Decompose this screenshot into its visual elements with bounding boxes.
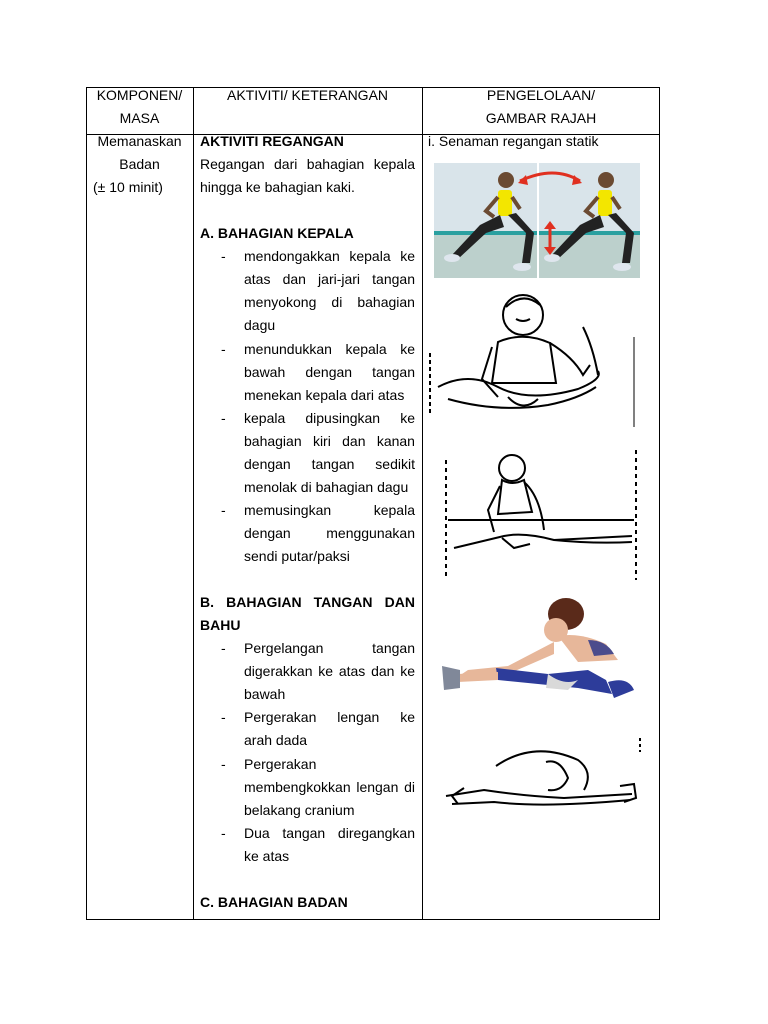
header-aktiviti: AKTIVITI/ KETERANGAN — [226, 87, 389, 103]
bullet-dash: - — [221, 825, 226, 841]
section-a-heading: A. BAHAGIAN KEPALA — [200, 225, 354, 241]
bullet-dash: - — [221, 502, 226, 518]
section-b-item-3: Pergerakan membengkokkan lengan di belakang cranium — [244, 756, 415, 818]
header-komponen: KOMPONEN/ MASA — [96, 87, 183, 126]
photo-seated-toe-reach — [438, 596, 644, 702]
column-divider-2 — [422, 87, 423, 920]
section-c-heading: C. BAHAGIAN BADAN — [200, 894, 348, 910]
bullet-dash: - — [221, 640, 226, 656]
section-a-item-3: kepala dipusingkan ke bahagian kiri dan kanan dengan tangan sedikit menolak di bahagian dagu — [244, 410, 415, 495]
section-a-item-1: mendongakkan kepala ke atas dan jari-jari tangan menyokong di bahagian dagu — [244, 248, 415, 333]
section-a-item-4: memusingkan kepala dengan menggunakan sendi putar/paksi — [244, 502, 415, 564]
photo-lunge-neck-stretch — [434, 163, 640, 278]
activity-title: AKTIVITI REGANGAN — [200, 133, 344, 149]
diagram-caption: i. Senaman regangan statik — [428, 133, 599, 149]
bullet-dash: - — [221, 341, 226, 357]
section-b-item-4: Dua tangan diregangkan ke atas — [244, 825, 415, 864]
bullet-dash: - — [221, 709, 226, 725]
sketch-seated-cross-leg — [428, 287, 638, 427]
activity-intro: Regangan dari bahagian kepala hingga ke bahagian kaki. — [200, 153, 415, 199]
bullet-dash: - — [221, 248, 226, 264]
bullet-dash: - — [221, 756, 226, 772]
section-b-item-2: Pergerakan lengan ke arah dada — [244, 709, 415, 748]
header-pengelolaan: PENGELOLAAN/ GAMBAR RAJAH — [485, 87, 597, 126]
section-b-item-1: Pergelangan tangan digerakkan ke atas dan ke bawah — [244, 640, 415, 702]
sketch-seated-forward-fold — [444, 738, 642, 818]
column-divider-1 — [193, 87, 194, 920]
bullet-dash: - — [221, 410, 226, 426]
component-cell: Memanaskan Badan (± 10 minit) — [93, 133, 182, 195]
intro-line-1: Regangan dari bahagian kepala — [200, 156, 415, 172]
sketch-seated-side-stretch — [444, 440, 640, 585]
section-a-item-2: menundukkan kepala ke bawah dengan tangan menekan kepala dari atas — [244, 341, 415, 403]
section-b-heading: B. BAHAGIAN TANGAN DAN BAHU — [200, 594, 415, 633]
